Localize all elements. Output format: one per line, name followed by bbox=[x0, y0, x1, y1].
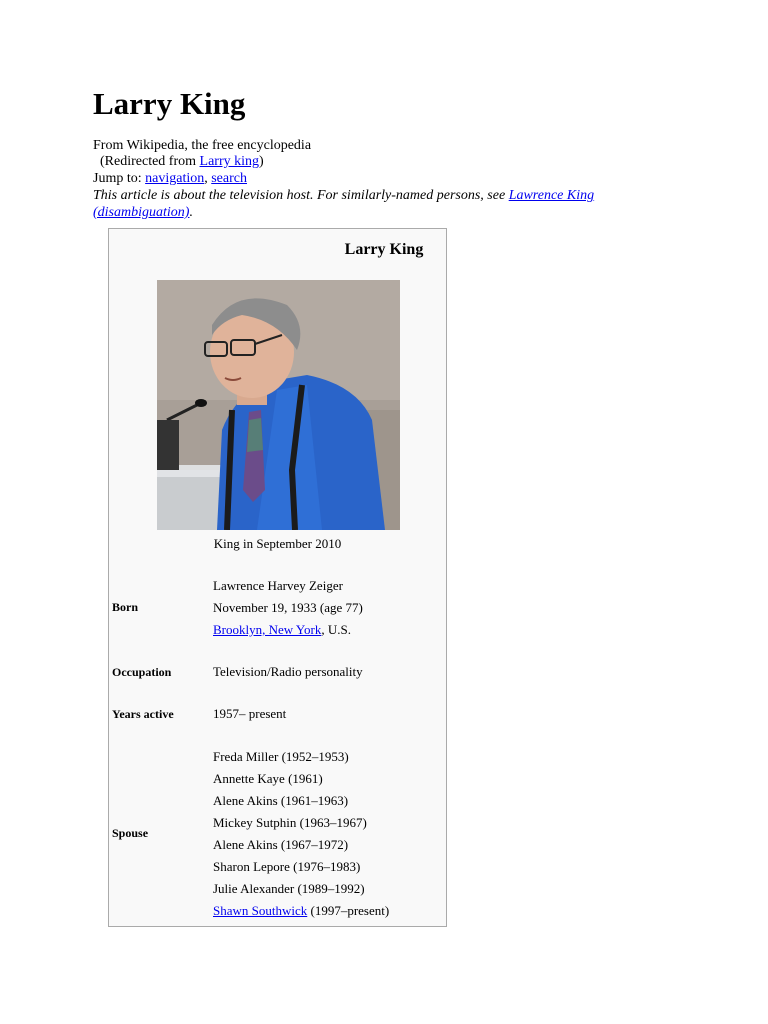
hatnote-text: This article is about the television host. For similarly-named persons, see bbox=[93, 188, 509, 203]
born-name: Lawrence Harvey Zeiger bbox=[213, 578, 343, 593]
spouse-item: Julie Alexander (1989–1992) bbox=[213, 881, 365, 896]
spouse-label: Spouse bbox=[112, 826, 149, 840]
photo-caption: King in September 2010 bbox=[213, 536, 342, 551]
birthplace-link[interactable]: Brooklyn, New York bbox=[213, 622, 322, 637]
occupation-label: Occupation bbox=[112, 665, 172, 679]
navigation-link[interactable]: navigation bbox=[145, 171, 205, 186]
born-label: Born bbox=[112, 600, 139, 614]
spouse-item-last bbox=[213, 900, 389, 922]
spouse-item: Alene Akins (1967–1972) bbox=[213, 837, 349, 852]
spouse-suffix: (1997–present) bbox=[307, 903, 390, 918]
redirect-note bbox=[100, 153, 264, 170]
born-date: November 19, 1933 (age 77) bbox=[213, 600, 363, 615]
redirect-prefix: (Redirected from bbox=[100, 154, 200, 169]
infobox-title: Larry King bbox=[344, 241, 424, 258]
spouse-item: Freda Miller (1952–1953) bbox=[213, 749, 349, 764]
spouse-item: Sharon Lepore (1976–1983) bbox=[213, 859, 361, 874]
redirect-link[interactable]: Larry king bbox=[199, 154, 259, 169]
redirect-suffix: ) bbox=[259, 154, 264, 169]
hatnote bbox=[93, 187, 673, 221]
spouse-item: Mickey Sutphin (1963–1967) bbox=[213, 815, 367, 830]
jump-prefix: Jump to: bbox=[93, 171, 146, 186]
jump-separator: , bbox=[204, 171, 212, 186]
jump-to bbox=[93, 170, 247, 187]
occupation-value: Television/Radio personality bbox=[213, 664, 363, 679]
hatnote-end: . bbox=[189, 205, 193, 220]
disambiguation-link[interactable]: Lawrence King (disambiguation) bbox=[93, 188, 595, 220]
spouse-item: Annette Kaye (1961) bbox=[213, 771, 323, 786]
spouse-item: Alene Akins (1961–1963) bbox=[213, 793, 349, 808]
search-link[interactable]: search bbox=[211, 171, 247, 186]
born-place bbox=[213, 619, 351, 641]
portrait-image bbox=[157, 280, 400, 530]
years-active-label: Years active bbox=[112, 707, 174, 721]
site-subtitle: From Wikipedia, the free encyclopedia bbox=[93, 138, 312, 153]
portrait-photo[interactable] bbox=[157, 280, 400, 530]
page-title: Larry King bbox=[93, 86, 246, 121]
spouse-link[interactable]: Shawn Southwick bbox=[213, 903, 308, 918]
years-active-value: 1957– present bbox=[213, 706, 287, 721]
birthplace-suffix: , U.S. bbox=[321, 622, 351, 637]
